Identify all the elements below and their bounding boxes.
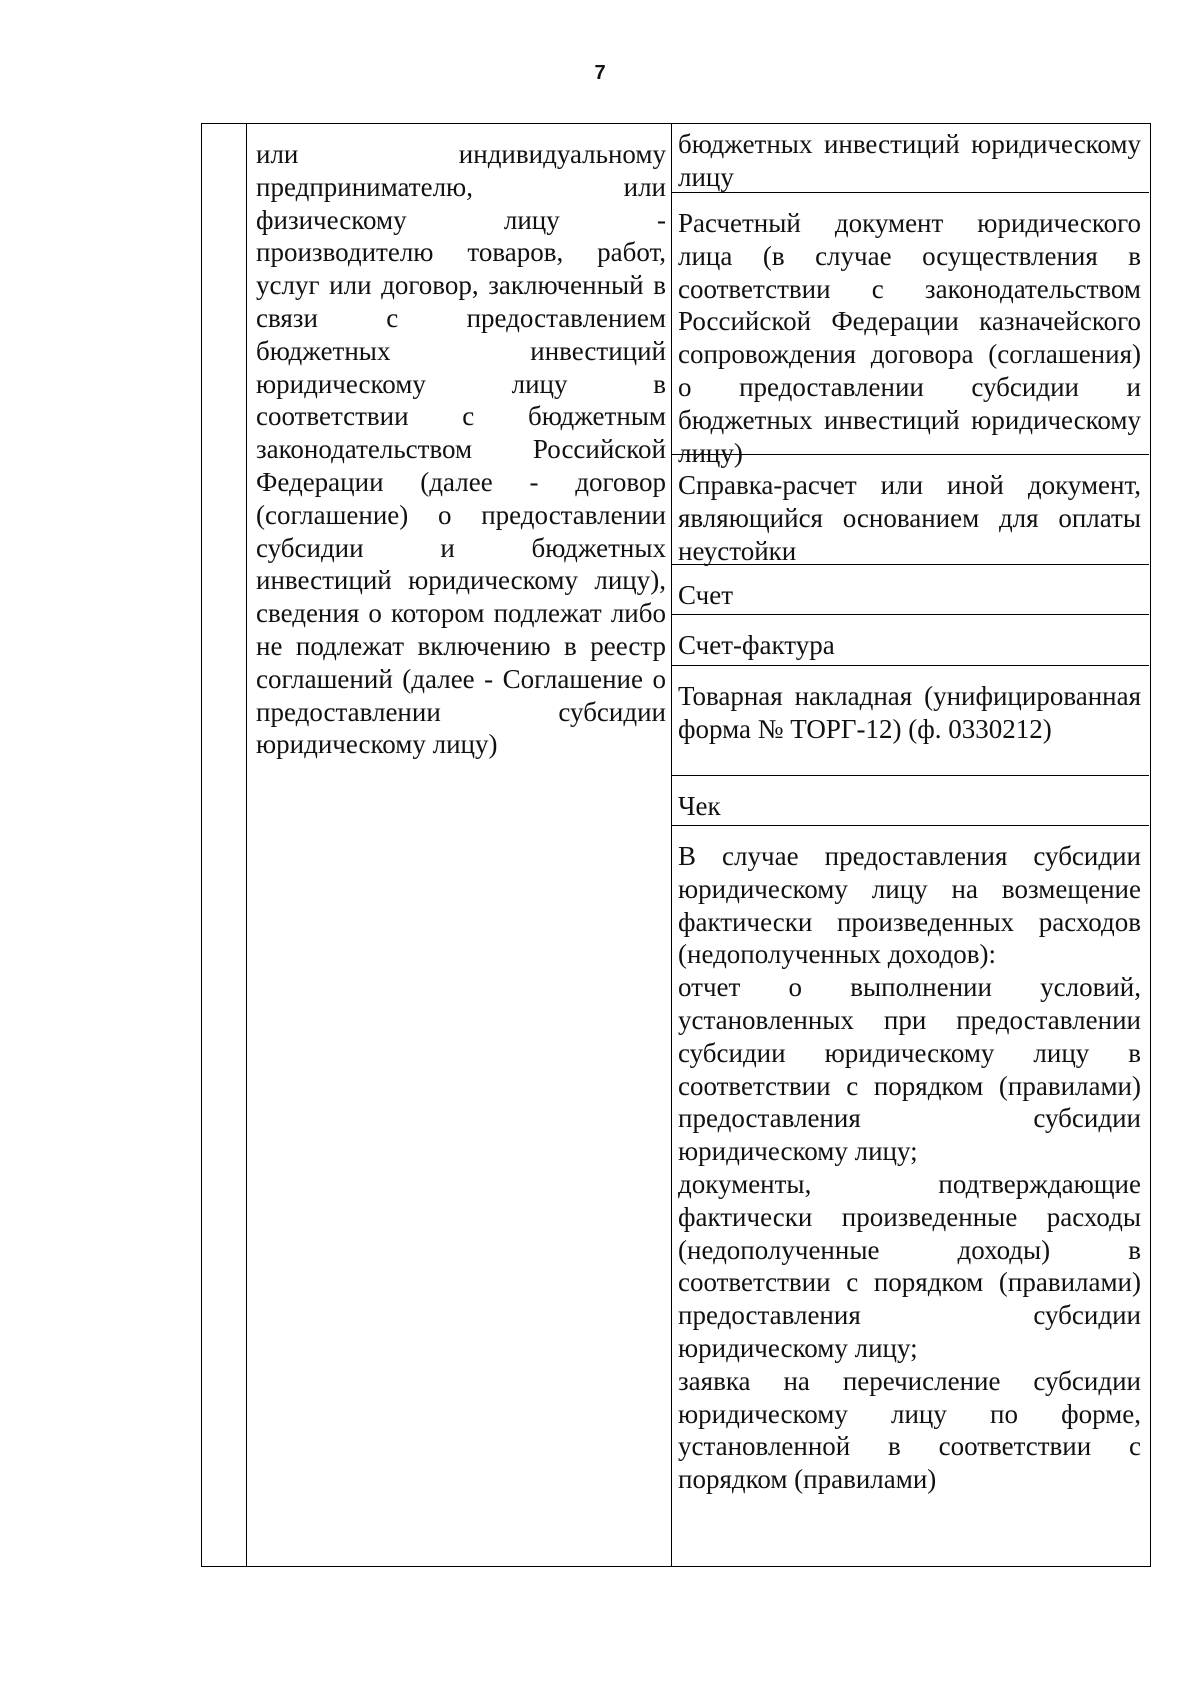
table-cell (672, 615, 1149, 666)
table-column-document-name (247, 124, 672, 1566)
cell-text: Счет-фактура (678, 630, 835, 660)
cell-text: Товарная накладная (унифицированная форма № ТОРГ-12) (ф. 0330212) (678, 681, 1141, 744)
document-description-text: или индивидуальному предпринимателю, или физическому лицу - производителю товаров, работ, услуг или договор, заключенный в связи с предоставлением бюджетных инвестиций юридическому лицу в соответствии с бюджетным законодательством Российской Федерации (далее - договор (соглашение) о предоставлении субсидии и бюджетных инвестиций юридическому лицу), сведения о котором подлежат либо не подлежат включению в реестр соглашений (далее - Соглашение о предоставлении субсидии юридическому лицу) (256, 139, 666, 760)
table-cell (672, 455, 1149, 565)
table-cell (672, 826, 1149, 1565)
table-cell (672, 565, 1149, 615)
table-cell (672, 193, 1149, 468)
cell-text: Чек (678, 791, 721, 821)
cell-text: бюджетных инвестиций юридическому лицу (678, 129, 1141, 192)
cell-text: Счет (678, 580, 734, 610)
document-table (201, 123, 1151, 1567)
table-cell (672, 666, 1149, 776)
paragraph: заявка на перечисление субсидии юридическому лицу по форме, установленной в соответствии с порядком (правилами) (678, 1365, 1141, 1495)
cell-text: Расчетный документ юридического лица (в случае осуществления в соответствии с законодательством Российской Федерации казначейского сопровождения договора (соглашения) о предоставлении субсидии и бюджетных инвестиций юридическому лицу) (678, 208, 1141, 468)
table-column-empty (202, 124, 247, 1566)
cell-text (678, 840, 1141, 1496)
cell-text: Справка-расчет или иной документ, являющийся основанием для оплаты неустойки (678, 470, 1141, 566)
table-cell (672, 124, 1149, 193)
paragraph: документы, подтверждающие фактически произведенные расходы (недополученные доходы) в соответствии с порядком (правилами) предоставления субсидии юридическому лицу; (678, 1168, 1141, 1363)
page-number: 7 (594, 62, 606, 84)
table-column-documents-list (672, 124, 1149, 1566)
paragraph: отчет о выполнении условий, установленных при предоставлении субсидии юридическому лицу в соответствии с порядком (правилами) предоставления субсидии юридическому лицу; (678, 972, 1141, 1167)
table-cell (672, 776, 1149, 826)
paragraph: В случае предоставления субсидии юридическому лицу на возмещение фактически произведенных расходов (недополученных доходов): (678, 841, 1141, 970)
